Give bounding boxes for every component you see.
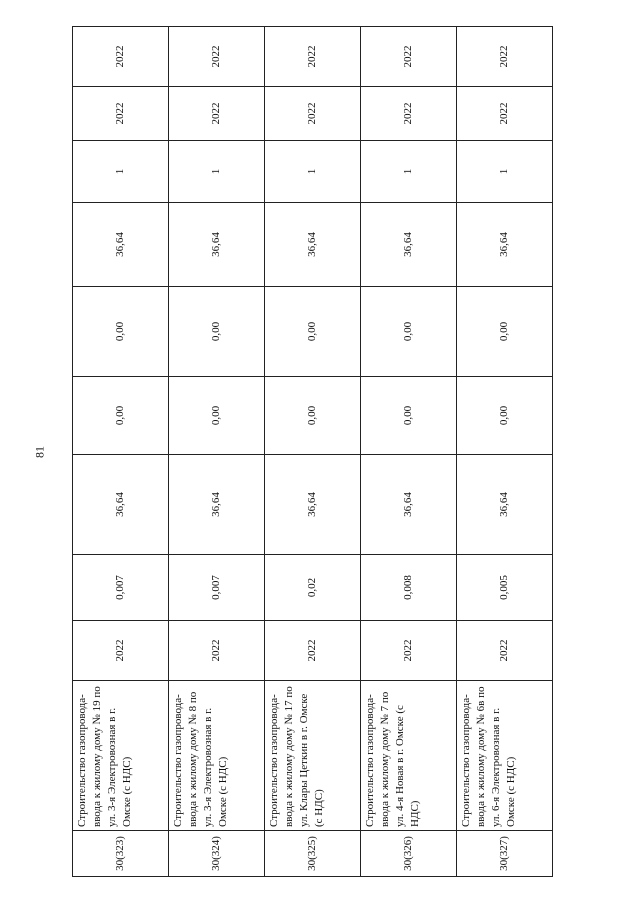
length-cell: 0,005 bbox=[457, 555, 553, 621]
year-start-cell: 2022 bbox=[73, 87, 169, 141]
quantity-cell: 1 bbox=[361, 141, 457, 203]
cost-b-cell: 0,00 bbox=[361, 287, 457, 377]
rotated-table bbox=[72, 27, 553, 877]
cost-total-cell: 36,64 bbox=[457, 455, 553, 555]
description-cell: Строительство газопровода-ввода к жилому дому № 19 по ул. 3-я Электровозная в г. Омске (с НДС) bbox=[73, 681, 169, 831]
year-start-cell: 2022 bbox=[265, 87, 361, 141]
cost-c-cell: 36,64 bbox=[361, 203, 457, 287]
page-number: 81 bbox=[32, 446, 47, 458]
length-cell: 0,007 bbox=[169, 555, 265, 621]
year-start-cell: 2022 bbox=[361, 87, 457, 141]
year-end-cell: 2022 bbox=[265, 27, 361, 87]
cost-b-cell: 0,00 bbox=[457, 287, 553, 377]
year-cell: 2022 bbox=[265, 621, 361, 681]
cost-total-cell: 36,64 bbox=[73, 455, 169, 555]
cost-c-cell: 36,64 bbox=[169, 203, 265, 287]
description-cell: Строительство газопровода-ввода к жилому дому № 17 по ул. Клары Цеткин в г. Омске (с НДС) bbox=[265, 681, 361, 831]
cost-b-cell: 0,00 bbox=[169, 287, 265, 377]
table-row bbox=[265, 27, 361, 877]
cost-a-cell: 0,00 bbox=[265, 377, 361, 455]
quantity-cell: 1 bbox=[73, 141, 169, 203]
row-id-cell: 30(323) bbox=[73, 831, 169, 877]
cost-c-cell: 36,64 bbox=[73, 203, 169, 287]
quantity-cell: 1 bbox=[457, 141, 553, 203]
length-cell: 0,02 bbox=[265, 555, 361, 621]
year-end-cell: 2022 bbox=[457, 27, 553, 87]
row-id-cell: 30(325) bbox=[265, 831, 361, 877]
cost-a-cell: 0,00 bbox=[73, 377, 169, 455]
length-cell: 0,007 bbox=[73, 555, 169, 621]
row-id-cell: 30(327) bbox=[457, 831, 553, 877]
table-row bbox=[361, 27, 457, 877]
year-start-cell: 2022 bbox=[457, 87, 553, 141]
row-id-cell: 30(326) bbox=[361, 831, 457, 877]
year-end-cell: 2022 bbox=[73, 27, 169, 87]
cost-b-cell: 0,00 bbox=[73, 287, 169, 377]
quantity-cell: 1 bbox=[169, 141, 265, 203]
cost-a-cell: 0,00 bbox=[361, 377, 457, 455]
table-row bbox=[73, 27, 169, 877]
description-cell: Строительство газопровода-ввода к жилому дому № 8 по ул. 3-я Электровозная в г. Омске (с НДС) bbox=[169, 681, 265, 831]
table-body bbox=[73, 27, 553, 877]
description-cell: Строительство газопровода-ввода к жилому дому № 7 по ул. 4-я Новая в г. Омске (с НДС) bbox=[361, 681, 457, 831]
year-start-cell: 2022 bbox=[169, 87, 265, 141]
cost-a-cell: 0,00 bbox=[457, 377, 553, 455]
row-id-cell: 30(324) bbox=[169, 831, 265, 877]
cost-c-cell: 36,64 bbox=[457, 203, 553, 287]
year-cell: 2022 bbox=[457, 621, 553, 681]
cost-c-cell: 36,64 bbox=[265, 203, 361, 287]
data-table bbox=[72, 26, 553, 877]
description-cell: Строительство газопровода-ввода к жилому дому № 6в по ул. 6-я Электровозная в г. Омске (с НДС) bbox=[457, 681, 553, 831]
table-row bbox=[169, 27, 265, 877]
table-row bbox=[457, 27, 553, 877]
quantity-cell: 1 bbox=[265, 141, 361, 203]
cost-total-cell: 36,64 bbox=[361, 455, 457, 555]
cost-b-cell: 0,00 bbox=[265, 287, 361, 377]
year-end-cell: 2022 bbox=[361, 27, 457, 87]
length-cell: 0,008 bbox=[361, 555, 457, 621]
cost-a-cell: 0,00 bbox=[169, 377, 265, 455]
year-cell: 2022 bbox=[73, 621, 169, 681]
cost-total-cell: 36,64 bbox=[169, 455, 265, 555]
table-container bbox=[72, 27, 553, 877]
cost-total-cell: 36,64 bbox=[265, 455, 361, 555]
year-cell: 2022 bbox=[169, 621, 265, 681]
year-cell: 2022 bbox=[361, 621, 457, 681]
year-end-cell: 2022 bbox=[169, 27, 265, 87]
